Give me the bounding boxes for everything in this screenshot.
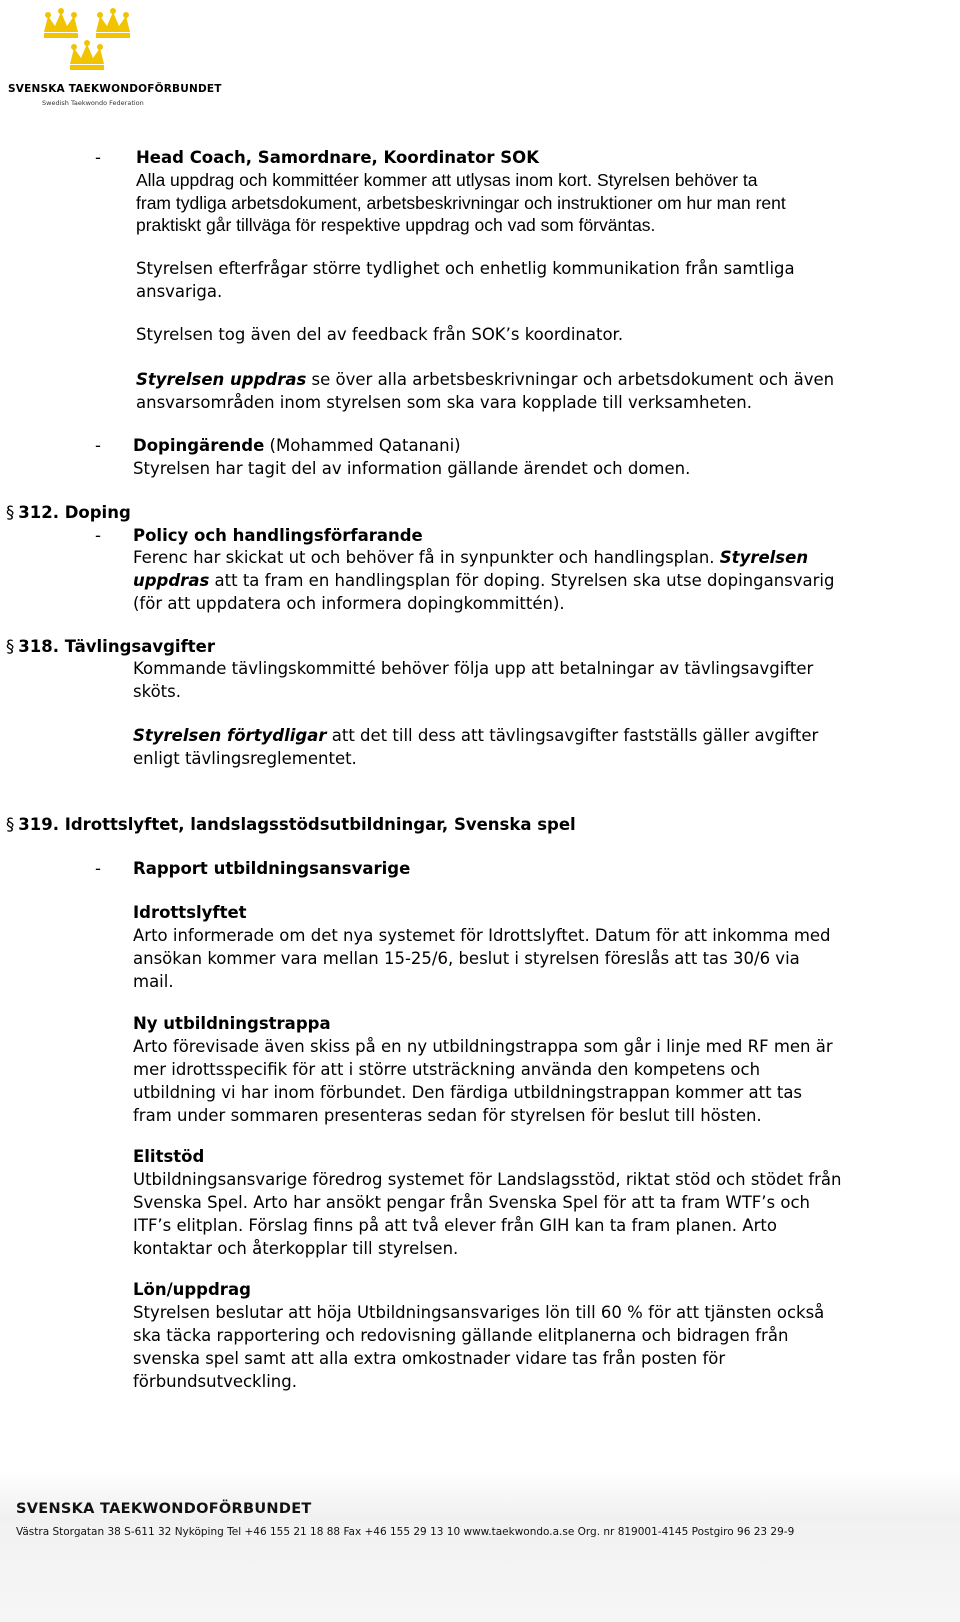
logo-subtitle: Swedish Taekwondo Federation <box>42 99 144 107</box>
text-line: fram under sommaren presenteras sedan för styrelsen för beslut till hösten. <box>133 1106 762 1125</box>
text-line: Svenska Spel. Arto har ansökt pengar från Svenska Spel för att ta fram WTF’s och <box>133 1193 811 1212</box>
doping-case <box>133 434 690 480</box>
text-line: Ferenc har skickat ut och behöver få in synpunkter och handlingsplan. <box>133 548 720 567</box>
elitstod-block <box>133 1145 842 1260</box>
section-title-text: 312. Doping <box>18 503 131 522</box>
bullet-dash: - <box>95 859 101 878</box>
text-line: Utbildningsansvarige föredrog systemet för Landslagsstöd, riktat stöd och stödet från <box>133 1170 842 1189</box>
text-line: Kommande tävlingskommitté behöver följa upp att betalningar av tävlingsavgifter <box>133 659 814 678</box>
text-line: att ta fram en handlingsplan för doping. Styrelsen ska utse dopingansvarig <box>209 571 835 590</box>
idrottslyftet-block <box>133 901 831 993</box>
text-line: kontaktar och återkopplar till styrelsen. <box>133 1239 459 1258</box>
text-line: praktiskt går tillväga för respektive uppdrag och vad som förväntas. <box>136 215 656 235</box>
bullet-dash: - <box>95 148 101 167</box>
lon-uppdrag-block <box>133 1278 824 1393</box>
section-312-title <box>6 501 131 524</box>
bullet-dash: - <box>95 526 101 545</box>
page-footer <box>0 1470 960 1622</box>
coach-paragraph-3: Styrelsen tog även del av feedback från SOK’s koordinator. <box>136 325 624 344</box>
subheading: Idrottslyftet <box>133 903 247 922</box>
text-line: mer idrottsspecifik för att i större utsträckning använda den kompetens och <box>133 1060 761 1079</box>
subheading: Lön/uppdrag <box>133 1280 251 1299</box>
doping-case-heading: Dopingärende <box>133 436 265 455</box>
text-line: förbundsutveckling. <box>133 1372 297 1391</box>
paragraph-sign: § <box>6 503 15 522</box>
text-line: enligt tävlingsreglementet. <box>133 749 357 768</box>
footer-organization-name: SVENSKA TAEKWONDOFÖRBUNDET <box>16 1501 312 1517</box>
text-line: Arto informerade om det nya systemet för Idrottslyftet. Datum för att inkomma med <box>133 926 831 945</box>
text-line: fram tydliga arbetsdokument, arbetsbeskrivningar och instruktioner om hur man rent <box>136 192 786 213</box>
text-line: mail. <box>133 972 174 991</box>
three-crowns-icon <box>38 6 198 72</box>
bullet-dash: - <box>95 436 101 455</box>
doping-case-name: (Mohammed Qatanani) <box>264 436 461 455</box>
text-line: Styrelsen har tagit del av information gällande ärendet och domen. <box>133 459 691 478</box>
federation-logo <box>8 6 222 107</box>
utbildningstrappa-block <box>133 1012 833 1127</box>
subheading: Ny utbildningstrappa <box>133 1014 331 1033</box>
emphasis-text: Styrelsen uppdras <box>136 370 307 389</box>
fees-paragraph-2 <box>133 724 818 770</box>
text-line: Styrelsen beslutar att höja Utbildningsansvariges lön till 60 % för att tjänsten också <box>133 1303 825 1322</box>
coach-paragraph-1 <box>136 169 786 237</box>
text-line: utbildning vi har inom förbundet. Den färdiga utbildningstrappan kommer att tas <box>133 1083 803 1102</box>
paragraph-sign: § <box>6 815 15 834</box>
text-line: ansvarsområden inom styrelsen som ska vara kopplade till verksamheten. <box>136 393 752 412</box>
paragraph-sign: § <box>6 637 15 656</box>
coach-heading: Head Coach, Samordnare, Koordinator SOK <box>136 148 539 167</box>
text-line: Alla uppdrag och kommittéer kommer att utlysas inom kort. Styrelsen behöver ta <box>136 170 758 190</box>
text-line: ansökan kommer vara mellan 15-25/6, beslut i styrelsen föreslås att tas 30/6 via <box>133 949 800 968</box>
coach-paragraph-4 <box>136 368 834 414</box>
emphasis-text: Styrelsen <box>719 548 809 567</box>
doping-paragraph <box>133 546 834 615</box>
emphasis-text: Styrelsen förtydligar <box>133 726 327 745</box>
text-line: ITF’s elitplan. Förslag finns på att två elever från GIH kan ta fram planen. Arto <box>133 1216 777 1235</box>
section-title-text: 319. Idrottslyftet, landslagsstödsutbildningar, Svenska spel <box>18 815 576 834</box>
fees-paragraph-1 <box>133 657 813 703</box>
policy-heading: Policy och handlingsförfarande <box>133 526 423 545</box>
text-line: se över alla arbetsbeskrivningar och arbetsdokument och även <box>306 370 835 389</box>
text-line: att det till dess att tävlingsavgifter fastställs gäller avgifter <box>326 726 819 745</box>
text-line: (för att uppdatera och informera dopingkommittén). <box>133 594 565 613</box>
section-318-title <box>6 635 215 658</box>
text-line: Styrelsen efterfrågar större tydlighet och enhetlig kommunikation från samtliga <box>136 259 795 278</box>
text-line: ska täcka rapportering och redovisning gällande elitplanerna och bidragen från <box>133 1326 789 1345</box>
report-heading: Rapport utbildningsansvarige <box>133 859 411 878</box>
text-line: sköts. <box>133 682 181 701</box>
text-line: Arto förevisade även skiss på en ny utbildningstrappa som går i linje med RF men är <box>133 1037 833 1056</box>
logo-name: SVENSKA TAEKWONDOFÖRBUNDET <box>8 83 222 95</box>
text-line: svenska spel samt att alla extra omkostnader vidare tas från posten för <box>133 1349 726 1368</box>
subheading: Elitstöd <box>133 1147 205 1166</box>
emphasis-text: uppdras <box>133 571 210 590</box>
footer-address: Västra Storgatan 38 S-611 32 Nyköping Tel +46 155 21 18 88 Fax +46 155 29 13 10 www.taekwondo.a.se Org. nr 819001-4145 Postgiro 96 23 29-9 <box>16 1526 795 1538</box>
coach-paragraph-2 <box>136 257 795 303</box>
section-title-text: 318. Tävlingsavgifter <box>18 637 215 656</box>
text-line: ansvariga. <box>136 282 223 301</box>
section-319-title <box>6 813 576 836</box>
